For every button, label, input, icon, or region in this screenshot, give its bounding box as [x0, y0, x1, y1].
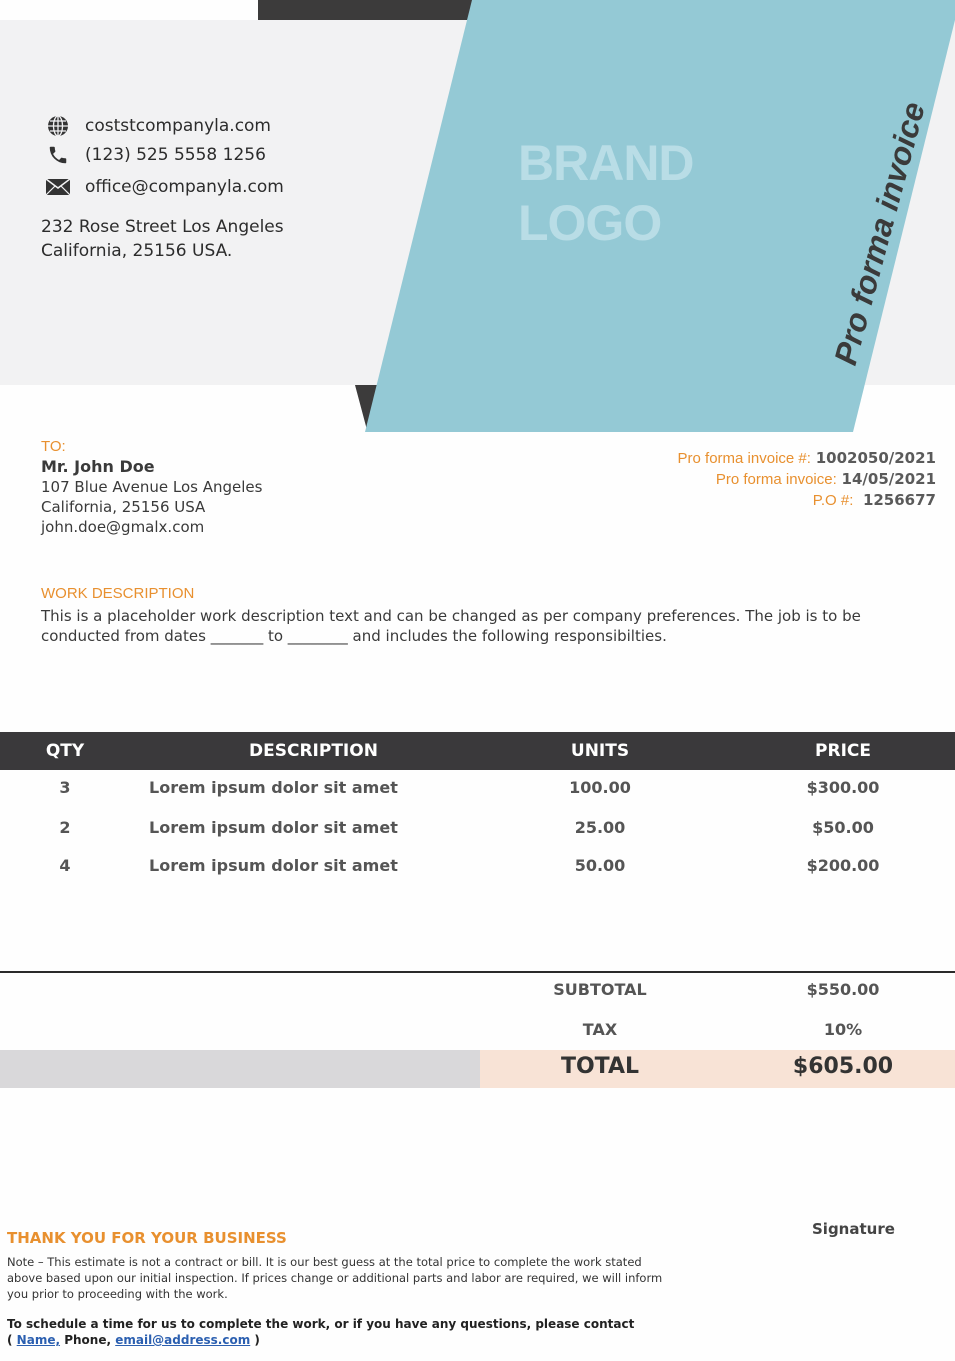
header-description: DESCRIPTION [249, 741, 378, 761]
work-description [41, 584, 901, 646]
items-table-header [0, 732, 955, 770]
invoice-date-row [678, 469, 936, 490]
invoice-number-row [678, 448, 936, 469]
header-price: PRICE [815, 741, 871, 761]
contact-email-link[interactable]: email@address.com [115, 1333, 251, 1347]
company-website[interactable]: coststcompanyla.com [85, 116, 271, 136]
brand-logo-line2: LOGO [518, 195, 662, 251]
row-price: $50.00 [812, 818, 874, 837]
phone-icon [45, 142, 71, 168]
contact-website [45, 113, 271, 139]
subtotal-value: $550.00 [806, 980, 880, 999]
invoice-date: 14/05/2021 [841, 470, 936, 488]
brand-logo-line1: BRAND [518, 135, 694, 191]
invoice-meta [678, 448, 936, 511]
row-price: $200.00 [806, 856, 880, 875]
schedule-text: To schedule a time for us to complete the work, or if you have any questions, please contact [7, 1317, 635, 1331]
company-phone[interactable]: (123) 525 5558 1256 [85, 145, 266, 165]
row-units: 25.00 [574, 818, 626, 837]
table-divider [0, 971, 955, 973]
row-description: Lorem ipsum dolor sit amet [149, 778, 398, 797]
po-row [678, 490, 936, 511]
recipient-name: Mr. John Doe [41, 457, 155, 476]
contact-phone-text: Phone, [64, 1333, 112, 1347]
row-description: Lorem ipsum dolor sit amet [149, 818, 398, 837]
company-address-line1: 232 Rose Street Los Angeles [41, 217, 284, 237]
contact-name-link[interactable]: Name, [16, 1333, 61, 1347]
schedule-contact [7, 1316, 707, 1348]
subtotal-label: SUBTOTAL [553, 980, 647, 999]
invoice-number: 1002050/2021 [815, 449, 936, 467]
row-description: Lorem ipsum dolor sit amet [149, 856, 398, 875]
row-price: $300.00 [806, 778, 880, 797]
invoice-date-label: Pro forma invoice: [715, 471, 837, 488]
contact-line [7, 1332, 707, 1348]
row-units: 50.00 [574, 856, 626, 875]
work-text: This is a placeholder work description text and can be changed as per company preferences. The job is to be conducted from dates _______ to ________ and includes the following responsibilties. [41, 607, 861, 645]
signature-label: Signature [812, 1220, 895, 1238]
envelope-icon [45, 174, 71, 200]
tax-value: 10% [823, 1020, 863, 1039]
header-units: UNITS [570, 741, 630, 761]
recipient-email[interactable]: john.doe@gmalx.com [41, 518, 205, 536]
company-email[interactable]: office@companyla.com [85, 177, 284, 197]
header-qty: QTY [45, 741, 85, 761]
company-address-line2: California, 25156 USA. [41, 241, 233, 261]
thank-you-heading: THANK YOU FOR YOUR BUSINESS [7, 1229, 287, 1247]
globe-icon [45, 113, 71, 139]
total-label: TOTAL [560, 1054, 640, 1079]
po-number: 1256677 [862, 491, 936, 509]
row-qty: 2 [59, 818, 71, 837]
brand-logo [518, 133, 694, 253]
contact-close-paren: ) [254, 1333, 260, 1347]
tax-label: TAX [582, 1020, 618, 1039]
row-qty: 3 [59, 778, 71, 797]
contact-open-paren: ( [7, 1333, 13, 1347]
work-heading: WORK DESCRIPTION [41, 585, 195, 602]
po-label: P.O #: [812, 492, 854, 509]
total-bar-left [0, 1050, 480, 1088]
document-title: Pro forma invoice [827, 98, 932, 369]
recipient-label: TO: [41, 438, 66, 455]
row-units: 100.00 [569, 778, 631, 797]
contact-email [45, 174, 284, 200]
invoice-number-label: Pro forma invoice #: [677, 450, 811, 467]
recipient-block [41, 437, 262, 537]
recipient-address-line2: California, 25156 USA [41, 498, 206, 516]
estimate-note: Note – This estimate is not a contract or bill. It is our best guess at the total price to complete the work stated above based upon our initial inspection. If prices change or additional parts and labor are required, we will inform you prior to proceeding with the work. [7, 1255, 663, 1301]
recipient-address-line1: 107 Blue Avenue Los Angeles [41, 478, 263, 496]
company-address [41, 215, 284, 263]
row-qty: 4 [59, 856, 71, 875]
total-value: $605.00 [792, 1054, 894, 1079]
contact-phone [45, 142, 266, 168]
